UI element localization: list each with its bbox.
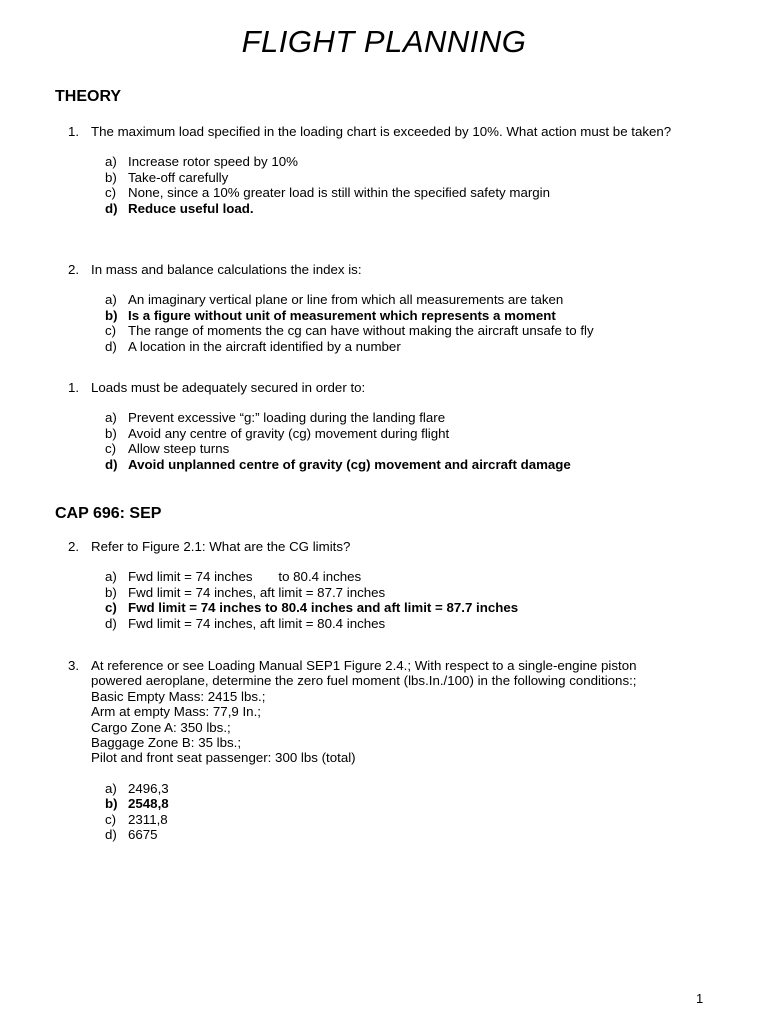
option-letter: b): [105, 169, 117, 185]
question-block: [68, 380, 688, 472]
answer-option-correct: [105, 201, 688, 216]
option-letter: c): [105, 811, 117, 827]
answer-options: [105, 292, 688, 354]
answer-option-correct: [105, 600, 688, 615]
option-text: Avoid unplanned centre of gravity (cg) movement and aircraft damage: [128, 456, 571, 472]
answer-option: [105, 585, 688, 600]
answer-option: [105, 616, 688, 631]
answer-options: [105, 569, 688, 631]
answer-options: [105, 781, 688, 843]
answer-options: [105, 154, 688, 216]
question-number: 2.: [68, 262, 80, 277]
option-letter: c): [105, 441, 117, 457]
option-letter: a): [105, 292, 117, 308]
question-block: [68, 658, 688, 842]
answer-option: [105, 441, 688, 456]
answer-option-correct: [105, 308, 688, 323]
section-heading-cap696: CAP 696: SEP: [55, 505, 162, 522]
option-text: Avoid any centre of gravity (cg) movement during flight: [128, 425, 450, 441]
option-letter: c): [105, 600, 117, 616]
answer-option: [105, 339, 688, 354]
option-letter: b): [105, 796, 118, 812]
question-number: 1.: [68, 380, 80, 395]
option-letter: b): [105, 307, 118, 323]
option-letter: d): [105, 456, 118, 472]
answer-option: [105, 827, 688, 842]
option-letter: d): [105, 338, 117, 354]
option-text: 2311,8: [128, 811, 168, 827]
answer-option: [105, 292, 688, 307]
option-letter: a): [105, 780, 117, 796]
option-text: A location in the aircraft identified by a number: [128, 338, 401, 354]
option-text: Fwd limit = 74 inches, aft limit = 87.7 inches: [128, 584, 386, 600]
question-text: In mass and balance calculations the index is:: [91, 262, 362, 277]
question-text: The maximum load specified in the loading chart is exceeded by 10%. What action must be taken?: [91, 124, 672, 139]
answer-option-correct: [105, 457, 688, 472]
option-text: Fwd limit = 74 inches to 80.4 inches: [128, 569, 362, 585]
option-text: The range of moments the cg can have without making the aircraft unsafe to fly: [128, 323, 594, 339]
question-number: 3.: [68, 658, 80, 673]
option-letter: d): [105, 615, 117, 631]
option-text: Increase rotor speed by 10%: [128, 154, 299, 170]
answer-option: [105, 323, 688, 338]
answer-option: [105, 170, 688, 185]
question-text: Refer to Figure 2.1: What are the CG limits?: [91, 539, 351, 554]
question-number: 2.: [68, 539, 80, 554]
option-letter: b): [105, 584, 117, 600]
option-text: Prevent excessive “g:” loading during the landing flare: [128, 410, 446, 426]
question-text: At reference or see Loading Manual SEP1 Figure 2.4.; With respect to a single-engine piston powered aeroplane, determine the zero fuel moment (lbs.In./100) in the following conditions:; Basic Empty Mass: 2415 lbs.; Arm at empty Mass: 77,9 In.; Cargo Zone A: 350 lbs.; Baggage Zone B: 35 lbs.; Pilot and front seat passenger: 300 lbs (total): [91, 658, 637, 766]
option-letter: d): [105, 200, 118, 216]
question-block: [68, 539, 688, 631]
answer-option: [105, 426, 688, 441]
option-letter: a): [105, 410, 117, 426]
option-text: 2548,8: [128, 796, 169, 812]
option-text: Take-off carefully: [128, 169, 229, 185]
question-block: [68, 262, 688, 354]
option-text: None, since a 10% greater load is still within the specified safety margin: [128, 185, 551, 201]
answer-option-correct: [105, 796, 688, 811]
option-letter: c): [105, 323, 117, 339]
option-text: Reduce useful load.: [128, 200, 254, 216]
question-block: [68, 124, 688, 216]
question-number: 1.: [68, 124, 80, 139]
option-text: 2496,3: [128, 780, 169, 796]
option-text: 6675: [128, 827, 158, 843]
page-number: 1: [696, 991, 704, 1006]
page-title: FLIGHT PLANNING: [241, 24, 527, 59]
option-letter: b): [105, 425, 117, 441]
option-letter: d): [105, 827, 117, 843]
answer-option: [105, 410, 688, 425]
answer-option: [105, 781, 688, 796]
section-heading-theory: THEORY: [55, 88, 122, 105]
option-text: Is a figure without unit of measurement which represents a moment: [128, 307, 556, 323]
option-letter: a): [105, 154, 117, 170]
answer-option: [105, 812, 688, 827]
answer-option: [105, 569, 688, 584]
answer-option: [105, 154, 688, 169]
option-text: Allow steep turns: [128, 441, 230, 457]
option-letter: a): [105, 569, 117, 585]
option-text: Fwd limit = 74 inches, aft limit = 80.4 inches: [128, 615, 386, 631]
answer-options: [105, 410, 688, 472]
question-text: Loads must be adequately secured in order to:: [91, 380, 366, 395]
option-letter: c): [105, 185, 117, 201]
option-text: Fwd limit = 74 inches to 80.4 inches and aft limit = 87.7 inches: [128, 600, 519, 616]
answer-option: [105, 185, 688, 200]
option-text: An imaginary vertical plane or line from which all measurements are taken: [128, 292, 564, 308]
